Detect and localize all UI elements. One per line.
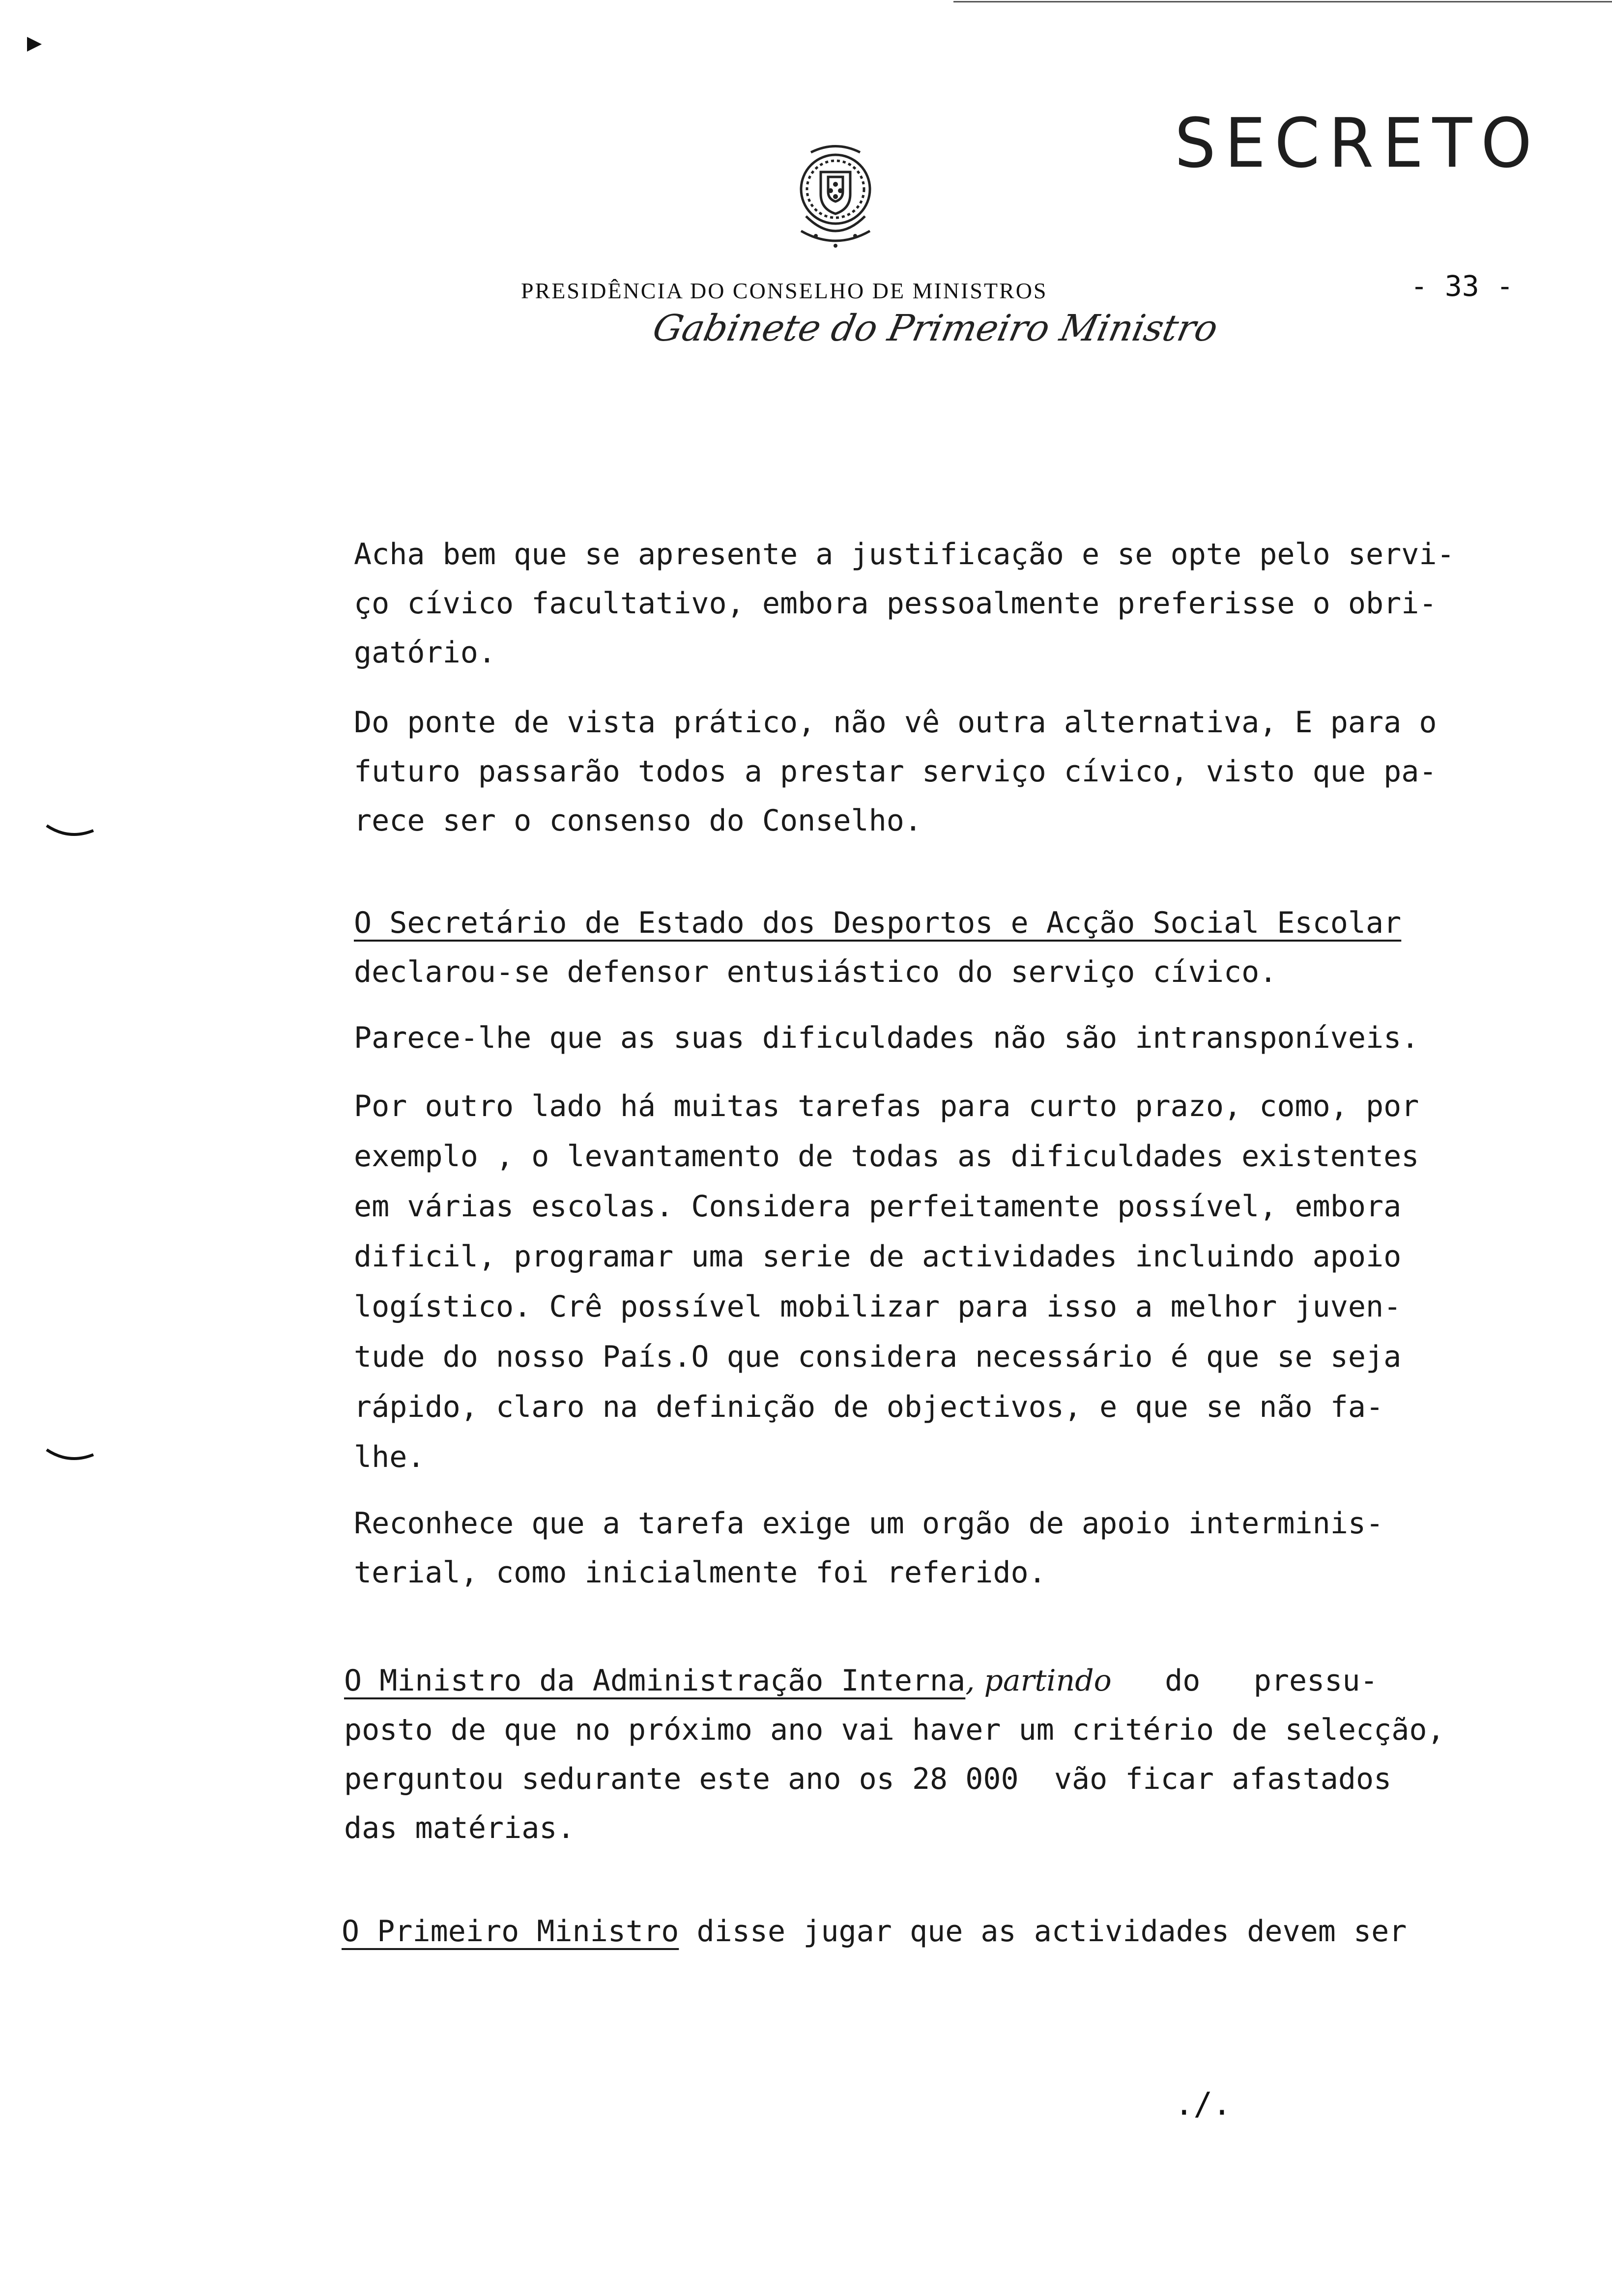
organization-header: PRESIDÊNCIA DO CONSELHO DE MINISTROS: [521, 278, 1048, 303]
scan-margin-mark-top: [20, 29, 49, 59]
page-number: - 33 -: [1410, 269, 1514, 303]
paragraph-4: Parece-lhe que as suas dificuldades não são intransponíveis.: [354, 1021, 1419, 1055]
speaker-prime-minister: O Primeiro Ministro: [342, 1914, 679, 1949]
paragraph-3: [354, 898, 1474, 997]
paragraph-6: Reconhece que a tarefa exige um orgão de apoio interminis- terial, como inicialmente foi referido.: [354, 1506, 1384, 1590]
scan-margin-mark-lower: [44, 1445, 98, 1469]
top-border-line: [953, 1, 1612, 2]
speaker-minister-internal-administration: O Ministro da Administração Interna: [344, 1664, 966, 1698]
paragraph-1: Acha bem que se apresente a justificação e se opte pelo servi- ço cívico facultativo, embora pessoalmente preferisse o obri- gatório.: [354, 537, 1455, 670]
speaker-secretary-of-state: O Secretário de Estado dos Desportos e Acção Social Escolar: [354, 906, 1402, 940]
paragraph-8: [342, 1907, 1462, 1956]
paragraph-7: [344, 1656, 1465, 1853]
coat-of-arms-emblem: [781, 138, 890, 260]
paragraph-7-line1-rest: do pressu-: [1165, 1664, 1378, 1698]
paragraph-8-text: disse jugar que as actividades devem ser: [679, 1914, 1407, 1949]
office-signature-handwritten: Gabinete do Primeiro Ministro: [649, 307, 1222, 349]
scan-margin-mark-middle: [44, 821, 98, 845]
classification-stamp: SECRETO: [1175, 104, 1541, 183]
paragraph-3-text: declarou-se defensor entusiástico do serviço cívico.: [354, 955, 1277, 989]
paragraph-5: Por outro lado há muitas tarefas para curto prazo, como, por exemplo , o levantamento de todas as dificuldades existentes em várias escolas. Considera perfeitamente possível, embora dificil, programar uma serie de actividades incluindo apoio logístico. Crê possível mobilizar para isso a melhor juven- tude do nosso País.O que considera necessário é que se seja rápido, claro na definição de objectivos, e que se não fa- lhe.: [354, 1089, 1419, 1474]
handwritten-insertion: , partindo: [965, 1664, 1112, 1698]
continuation-mark: ./.: [1175, 2086, 1232, 2123]
paragraph-7-text: posto de que no próximo ano vai haver um critério de selecção, perguntou sedurante este ano os 28 000 vão ficar afastados das matérias.: [344, 1713, 1445, 1845]
paragraph-2: Do ponte de vista prático, não vê outra alternativa, E para o futuro passarão todos a prestar serviço cívico, visto que pa- rece ser o consenso do Conselho.: [354, 705, 1437, 838]
